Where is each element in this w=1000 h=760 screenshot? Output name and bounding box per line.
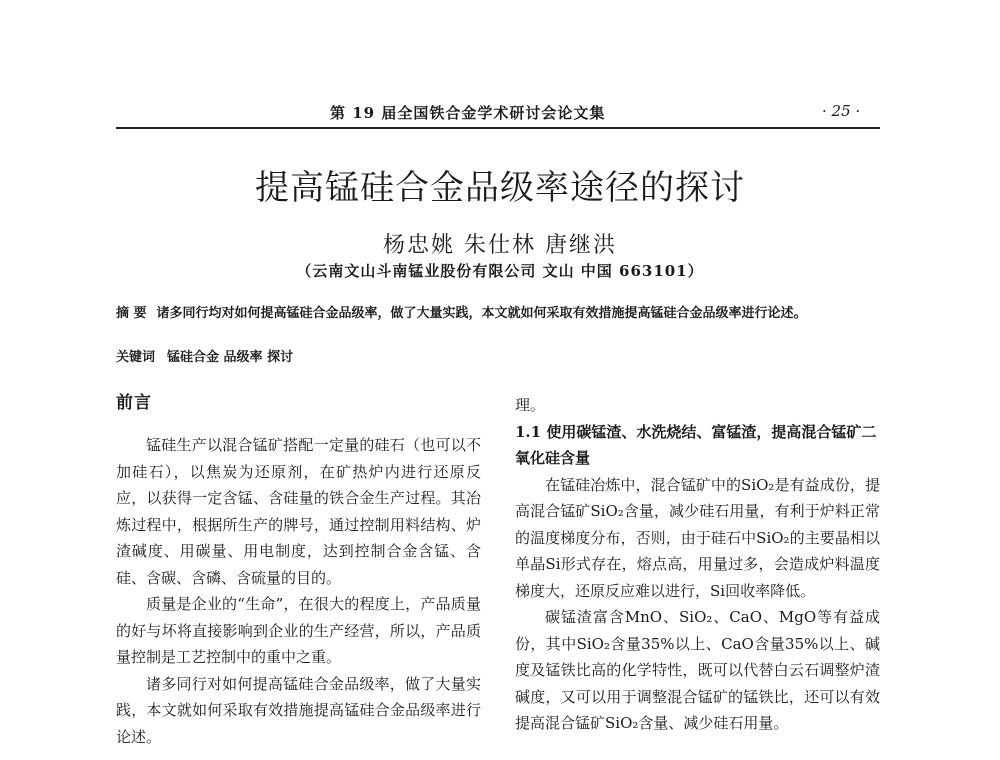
author-list: 杨忠姚 朱仕林 唐继洪 xyxy=(383,233,617,258)
abstract xyxy=(116,304,882,324)
body-paragraph: 碳锰渣富含MnO、SiO₂、CaO、MgO等有益成份，其中SiO₂含量35%以上、CaO含量35%以上、碱度及锰铁比高的化学特性，既可以代替白云石调整炉渣碱度，又可以用于调整混合锰矿的锰铁比，还可以有效提高混合锰矿SiO₂含量、减少硅石用量。 xyxy=(515,608,880,732)
keywords xyxy=(116,346,882,365)
body-paragraph: 锰硅生产以混合锰矿搭配一定量的硅石（也可以不加硅石），以焦炭为还原剂，在矿热炉内进行还原反应，以获得一定含锰、含硅量的铁合金生产过程。其冶炼过程中，根据所生产的牌号，通过控制用料结构、炉渣碱度、用碳量、用电制度，达到控制合金含锰、含硅、含碳、含磷、含硫量的目的。 xyxy=(116,436,481,587)
keywords-label: 关键词 xyxy=(116,350,156,365)
running-head: 第 19 届全国铁合金学术研讨会论文集 xyxy=(330,104,606,122)
paper-title: 提高锰硅合金品级率途径的探讨 xyxy=(255,168,745,208)
page-number: · 25 · xyxy=(822,102,861,120)
right-column xyxy=(515,392,880,737)
section-heading-preface: 前言 xyxy=(116,393,152,413)
body-paragraph: 质量是企业的“生命”，在很大的程度上，产品质量的好与坏将直接影响到企业的生产经营，所以，产品质量控制是工艺控制中的重中之重。 xyxy=(116,595,481,666)
continued-text: 理。 xyxy=(515,396,546,414)
body-paragraph: 在锰硅冶炼中，混合锰矿中的SiO₂是有益成份，提高混合锰矿SiO₂含量，减少硅石用量，有利于炉料正常的温度梯度分布，否则，由于硅石中SiO₂的主要晶相以单晶Si形式存在，熔点高，用量过多，会造成炉料温度梯度大，还原反应难以进行，Si回收率降低。 xyxy=(515,475,880,600)
subsection-heading: 1.1 使用碳锰渣、水洗烧结、富锰渣，提高混合锰矿二氧化硅含量 xyxy=(515,422,877,467)
body-paragraph: 诸多同行对如何提高锰硅合金品级率，做了大量实践，本文就如何采取有效措施提高锰硅合金品级率进行论述。 xyxy=(116,674,481,746)
left-column xyxy=(116,432,481,750)
header-rule xyxy=(116,127,880,129)
abstract-text: 诸多同行均对如何提高锰硅合金品级率，做了大量实践，本文就如何采取有效措施提高锰硅合金品级率进行论述。 xyxy=(156,306,807,321)
abstract-label: 摘 要 xyxy=(116,306,147,321)
affiliation: （云南文山斗南锰业股份有限公司 文山 中国 663101） xyxy=(296,262,704,280)
keywords-text: 锰硅合金 品级率 探讨 xyxy=(167,350,294,365)
